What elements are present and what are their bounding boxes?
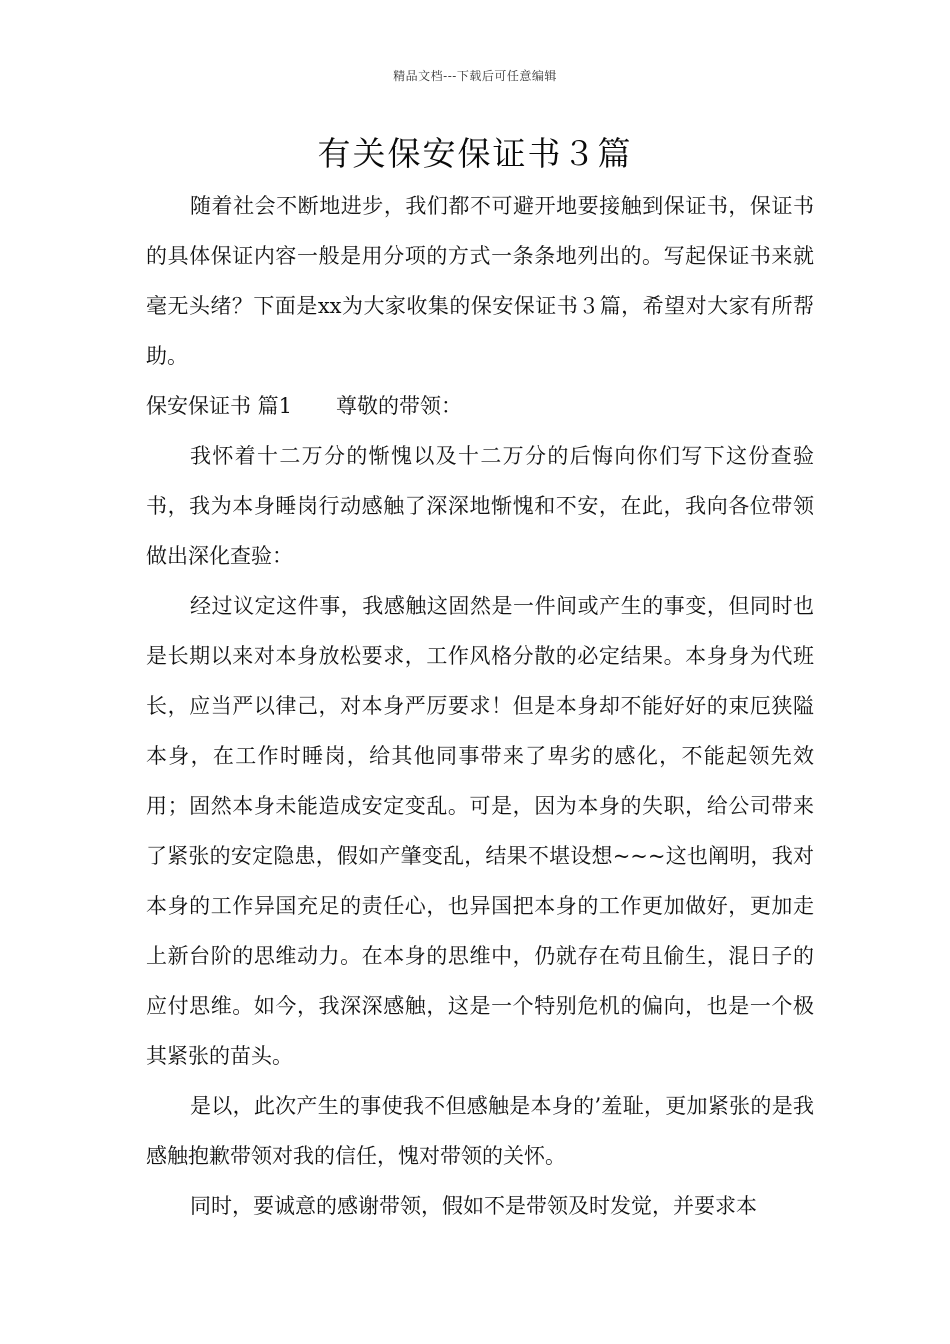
salutation: 尊敬的带领： xyxy=(336,394,463,418)
section-heading: 保安保证书 篇1 xyxy=(146,394,293,418)
body-paragraph-3: 是以，此次产生的事使我不但感触是本身的’羞耻，更加紧张的是我感触抱歉带领对我的信任，愧对带领的关怀。 xyxy=(146,1094,814,1168)
section-heading-line xyxy=(146,381,814,431)
document-body xyxy=(146,181,814,1231)
document-title: 有关保安保证书３篇 xyxy=(317,134,633,173)
header-note: 精品文档---下载后可任意编辑 xyxy=(393,69,557,83)
body-paragraph-2: 经过议定这件事，我感触这固然是一件间或产生的事变，但同时也是长期以来对本身放松要求，工作风格分散的必定结果。本身身为代班长，应当严以律己，对本身严厉要求！但是本身却不能好好的束厄狭隘本身，在工作时睡岗，给其他同事带来了卑劣的感化，不能起领先效用；固然本身未能造成安定变乱。可是，因为本身的失职，给公司带来了紧张的安定隐患，假如产肇变乱，结果不堪设想~~~这也阐明，我对本身的工作异国充足的责任心，也异国把本身的工作更加做好，更加走上新台阶的思维动力。在本身的思维中，仍就存在苟且偷生，混日子的应付思维。如今，我深深感触，这是一个特别危机的偏向，也是一个极其紧张的苗头。 xyxy=(146,594,814,1068)
body-paragraph-4: 同时，要诚意的感谢带领，假如不是带领及时发觉，并要求本 xyxy=(190,1194,757,1218)
intro-paragraph: 随着社会不断地进步，我们都不可避开地要接触到保证书，保证书的具体保证内容一般是用分项的方式一条条地列出的。写起保证书来就毫无头绪？下面是xx为大家收集的保安保证书３篇，希望对大家有所帮助。 xyxy=(146,194,814,368)
body-paragraph-1: 我怀着十二万分的惭愧以及十二万分的后悔向你们写下这份查验书，我为本身睡岗行动感触了深深地惭愧和不安，在此，我向各位带领做出深化查验： xyxy=(146,444,814,568)
